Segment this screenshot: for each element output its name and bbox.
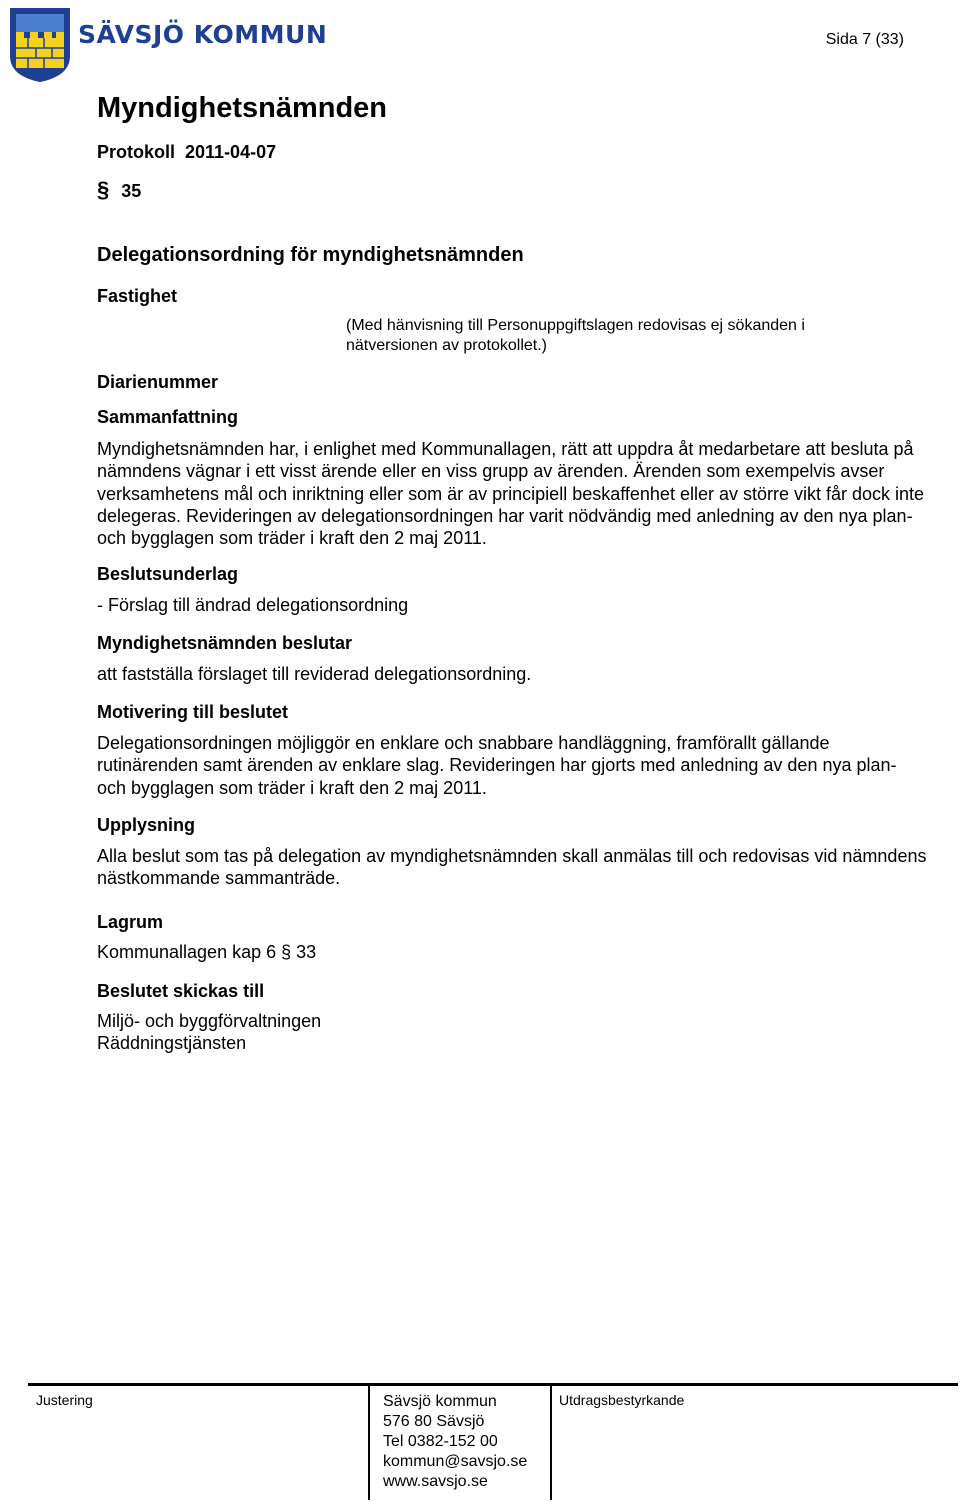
protocol-date: 2011-04-07 <box>185 142 277 162</box>
privacy-note: (Med hänvisning till Personuppgiftslagen redovisas ej sökanden i nätversionen av protokollet.) <box>346 317 805 354</box>
footer-phone: Tel 0382-152 00 <box>383 1433 498 1450</box>
recipient-item: Räddningstjänsten <box>97 1033 247 1054</box>
section-symbol: § <box>97 177 110 202</box>
section-number: 35 <box>121 181 142 201</box>
footer-column-divider <box>368 1386 370 1500</box>
footer-org-name: Sävsjö kommun <box>383 1393 497 1410</box>
recipient-item: Miljö- och byggförvaltningen <box>97 1011 322 1031</box>
page-number: Sida 7 (33) <box>825 31 904 48</box>
motivering-text: Delegationsordningen möjliggör en enklare och snabbare handläggning, framförallt gällande rutinärenden samt ärenden av enklare slag. Revideringen har gjorts med anledning av den nya plan- och bygglagen som träder i kraft den 2 maj 2011. <box>97 733 897 798</box>
footer-divider <box>28 1383 958 1386</box>
footer-column-divider <box>550 1386 552 1500</box>
sammanfattning-heading: Sammanfattning <box>97 407 239 427</box>
upplysning-heading: Upplysning <box>97 815 195 835</box>
skickas-heading: Beslutet skickas till <box>97 981 265 1001</box>
protocol-label: Protokoll <box>97 142 176 162</box>
protocol-line <box>97 142 286 163</box>
fastighet-heading: Fastighet <box>97 286 178 306</box>
footer-justering: Justering <box>36 1392 93 1408</box>
coat-of-arms-icon <box>8 6 72 84</box>
committee-title: Myndighetsnämnden <box>97 92 388 124</box>
footer-postal: 576 80 Sävsjö <box>383 1413 485 1430</box>
upplysning-text: Alla beslut som tas på delegation av myndighetsnämnden skall anmälas till och redovisas vid nämndens nästkommande sammanträde. <box>97 846 927 889</box>
municipality-logo <box>8 6 328 86</box>
diarienummer-heading: Diarienummer <box>97 372 219 392</box>
lagrum-heading: Lagrum <box>97 912 164 932</box>
recipient-list <box>97 1010 927 1055</box>
sammanfattning-text: Myndighetsnämnden har, i enlighet med Kommunallagen, rätt att uppdra åt medarbetare att besluta på nämndens vägnar i ett visst ärende eller en viss grupp av ärenden. Ärenden som exempelvis avser verksamhetens mål och inriktning eller som är av principiell beskaffenhet eller av större vikt får dock inte delegeras. Revideringen av delegationsordningen har varit nödvändig med anledning av den nya plan- och bygglagen som träder i kraft den 2 maj 2011. <box>97 439 925 549</box>
document-title: Delegationsordning för myndighetsnämnden <box>97 244 524 266</box>
motivering-heading: Motivering till beslutet <box>97 702 289 722</box>
section-line <box>97 177 141 203</box>
beslutar-text: att fastställa förslaget till reviderad delegationsordning. <box>97 664 532 684</box>
lagrum-text: Kommunallagen kap 6 § 33 <box>97 942 317 962</box>
footer-email: kommun@savsjo.se <box>383 1453 528 1470</box>
footer-utdragsbestyrkande: Utdragsbestyrkande <box>559 1392 685 1408</box>
logo-wordmark: SÄVSJÖ KOMMUN <box>78 20 328 49</box>
beslutsunderlag-heading: Beslutsunderlag <box>97 564 239 584</box>
beslutsunderlag-item: - Förslag till ändrad delegationsordning <box>97 595 409 615</box>
footer-address <box>383 1392 527 1492</box>
footer-web: www.savsjo.se <box>383 1473 488 1490</box>
beslutar-heading: Myndighetsnämnden beslutar <box>97 633 353 653</box>
